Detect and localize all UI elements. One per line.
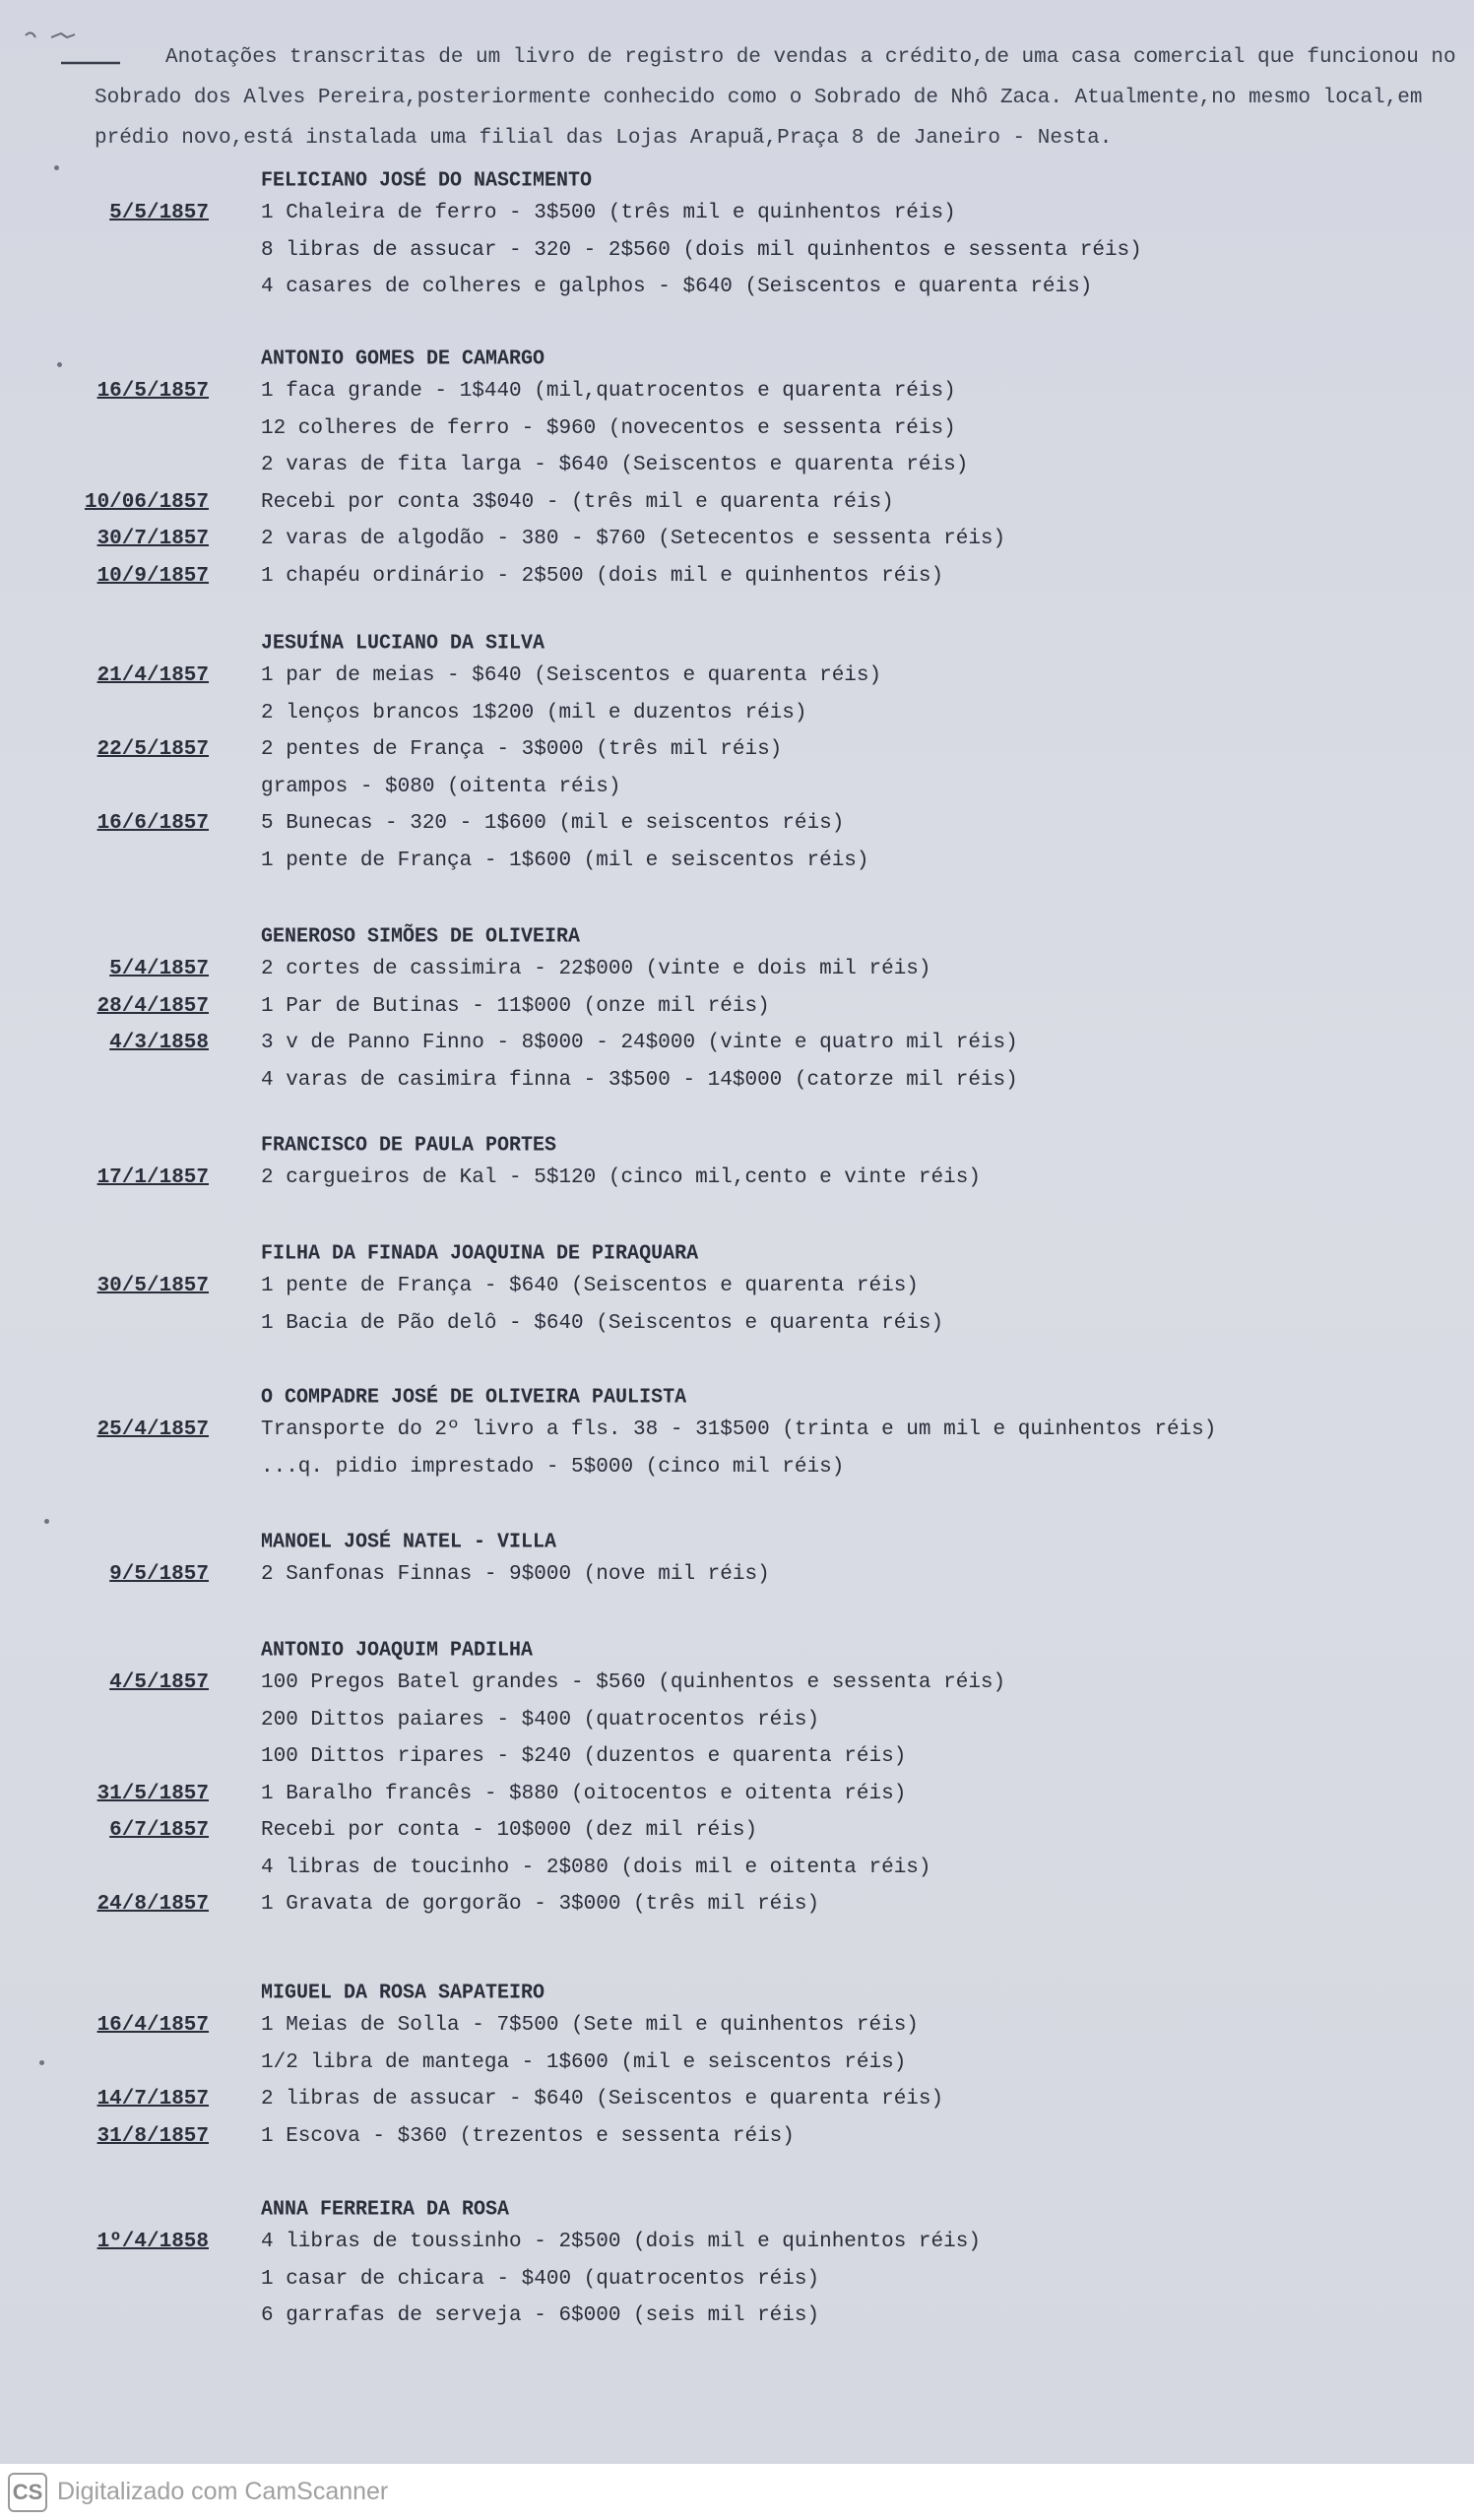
entry-item: 3 v de Panno Finno - 8$000 - 24$000 (vinte e quatro mil réis) bbox=[261, 1032, 1018, 1054]
entry-date: 31/8/1857 bbox=[96, 2124, 209, 2148]
entry-item: 4 libras de toucinho - 2$080 (dois mil e oitenta réis) bbox=[261, 1856, 931, 1879]
entry-item: 1 Meias de Solla - 7$500 (Sete mil e quinhentos réis) bbox=[261, 2014, 919, 2037]
entry-item: 5 Bunecas - 320 - 1$600 (mil e seiscentos réis) bbox=[261, 812, 845, 835]
entry-item: 1 Baralho francês - $880 (oitocentos e oitenta réis) bbox=[261, 1782, 907, 1805]
entry-item: 2 pentes de França - 3$000 (três mil réis) bbox=[261, 738, 783, 761]
camscanner-logo-icon: CS bbox=[8, 2473, 47, 2512]
entry-date: 24/8/1857 bbox=[96, 1893, 209, 1916]
scanner-watermark-text: Digitalizado com CamScanner bbox=[57, 2478, 389, 2505]
entry-item: Transporte do 2º livro a fls. 38 - 31$500 (trinta e um mil e quinhentos réis) bbox=[261, 1418, 1217, 1441]
customer-name: FRANCISCO DE PAULA PORTES bbox=[261, 1133, 557, 1158]
entry-item: 12 colheres de ferro - $960 (novecentos e sessenta réis) bbox=[261, 416, 956, 440]
entry-date: 10/9/1857 bbox=[96, 564, 209, 588]
entry-date: 31/5/1857 bbox=[96, 1782, 209, 1805]
entry-item: 6 garrafas de serveja - 6$000 (seis mil réis) bbox=[261, 2304, 820, 2327]
customer-name: FILHA DA FINADA JOAQUINA DE PIRAQUARA bbox=[261, 1241, 699, 1266]
entry-item: 2 libras de assucar - $640 (Seiscentos e quarenta réis) bbox=[261, 2088, 944, 2110]
entry-item: grampos - $080 (oitenta réis) bbox=[261, 775, 621, 798]
entry-item: 4 casares de colheres e galphos - $640 (Seiscentos e quarenta réis) bbox=[261, 276, 1093, 298]
entry-date: 21/4/1857 bbox=[96, 664, 209, 687]
entry-item: 100 Dittos ripares - $240 (duzentos e quarenta réis) bbox=[261, 1745, 907, 1768]
entry-date: 30/5/1857 bbox=[96, 1275, 209, 1297]
entry-date: 30/7/1857 bbox=[96, 528, 209, 550]
customer-name: ANNA FERREIRA DA ROSA bbox=[261, 2197, 510, 2222]
customer-name: MANOEL JOSÉ NATEL - VILLA bbox=[261, 1530, 557, 1554]
entry-date: 25/4/1857 bbox=[96, 1418, 209, 1441]
entry-item: 2 Sanfonas Finnas - 9$000 (nove mil réis) bbox=[261, 1563, 770, 1586]
entry-date: 1º/4/1858 bbox=[96, 2231, 209, 2253]
entry-item: 2 varas de fita larga - $640 (Seiscentos e quarenta réis) bbox=[261, 454, 969, 476]
entry-date: 4/5/1857 bbox=[109, 1671, 209, 1694]
entry-item: 4 libras de toussinho - 2$500 (dois mil e quinhentos réis) bbox=[261, 2231, 981, 2253]
entry-item: 2 cargueiros de Kal - 5$120 (cinco mil,cento e vinte réis) bbox=[261, 1166, 981, 1189]
entry-item: 2 varas de algodão - 380 - $760 (Setecentos e sessenta réis) bbox=[261, 528, 1006, 550]
customer-name: FELICIANO JOSÉ DO NASCIMENTO bbox=[261, 168, 593, 193]
entry-date: 16/4/1857 bbox=[96, 2014, 209, 2037]
entry-item: 2 cortes de cassimira - 22$000 (vinte e dois mil réis) bbox=[261, 958, 931, 980]
entry-date: 5/4/1857 bbox=[109, 958, 209, 980]
entry-date: 4/3/1858 bbox=[109, 1032, 209, 1054]
entry-date: 28/4/1857 bbox=[96, 994, 209, 1018]
customer-name: O COMPADRE JOSÉ DE OLIVEIRA PAULISTA bbox=[261, 1385, 687, 1410]
entry-item: 1 Gravata de gorgorão - 3$000 (três mil réis) bbox=[261, 1893, 820, 1916]
entry-date: 9/5/1857 bbox=[109, 1563, 209, 1586]
scanner-footer bbox=[0, 2464, 1474, 2520]
entry-item: 1/2 libra de mantega - 1$600 (mil e seiscentos réis) bbox=[261, 2050, 907, 2074]
entry-item: ...q. pidio imprestado - 5$000 (cinco mil réis) bbox=[261, 1455, 845, 1479]
entry-date: 5/5/1857 bbox=[109, 202, 209, 224]
intro-paragraph: Anotações transcritas de um livro de registro de vendas a crédito,de uma casa comercial que funcionou no Sobrado dos Alves Pereira,posteriormente conhecido como o Sobrado de Nhô Zaca. Atualmente,no mesmo local,em prédio novo,está instalada uma filial das Lojas Arapuã,Praça 8 de Janeiro - Nesta. bbox=[95, 46, 1456, 150]
entry-date: 16/5/1857 bbox=[96, 380, 209, 403]
entry-date: 22/5/1857 bbox=[96, 738, 209, 761]
entry-item: 1 Chaleira de ferro - 3$500 (três mil e quinhentos réis) bbox=[261, 202, 956, 224]
entry-item: 2 lenços brancos 1$200 (mil e duzentos réis) bbox=[261, 701, 807, 724]
entry-date: 16/6/1857 bbox=[96, 812, 209, 835]
entry-item: 100 Pregos Batel grandes - $560 (quinhentos e sessenta réis) bbox=[261, 1671, 1006, 1694]
entry-item: 8 libras de assucar - 320 - 2$560 (dois mil quinhentos e sessenta réis) bbox=[261, 238, 1142, 262]
entry-item: 1 casar de chicara - $400 (quatrocentos réis) bbox=[261, 2267, 820, 2291]
entry-item: 1 chapéu ordinário - 2$500 (dois mil e quinhentos réis) bbox=[261, 564, 944, 588]
customer-name: GENEROSO SIMÕES DE OLIVEIRA bbox=[261, 924, 581, 949]
entry-date: 17/1/1857 bbox=[96, 1166, 209, 1189]
entry-date: 10/06/1857 bbox=[84, 490, 209, 514]
customer-name: JESUÍNA LUCIANO DA SILVA bbox=[261, 631, 545, 656]
entry-item: Recebi por conta 3$040 - (três mil e quarenta réis) bbox=[261, 490, 894, 514]
entry-item: 1 Par de Butinas - 11$000 (onze mil réis) bbox=[261, 994, 770, 1018]
customer-name: ANTONIO JOAQUIM PADILHA bbox=[261, 1638, 534, 1663]
entry-item: 1 faca grande - 1$440 (mil,quatrocentos e quarenta réis) bbox=[261, 380, 956, 403]
entry-item: 1 pente de França - 1$600 (mil e seiscentos réis) bbox=[261, 849, 869, 872]
entry-item: 200 Dittos paiares - $400 (quatrocentos réis) bbox=[261, 1708, 820, 1732]
customer-name: MIGUEL DA ROSA SAPATEIRO bbox=[261, 1981, 545, 2005]
entry-item: 1 par de meias - $640 (Seiscentos e quarenta réis) bbox=[261, 664, 882, 687]
entry-item: Recebi por conta - 10$000 (dez mil réis) bbox=[261, 1819, 758, 1842]
entry-item: 1 Escova - $360 (trezentos e sessenta réis) bbox=[261, 2124, 795, 2148]
entry-item: 1 pente de França - $640 (Seiscentos e quarenta réis) bbox=[261, 1275, 919, 1297]
entry-date: 14/7/1857 bbox=[96, 2088, 209, 2110]
customer-name: ANTONIO GOMES DE CAMARGO bbox=[261, 346, 545, 371]
entry-date: 6/7/1857 bbox=[109, 1819, 209, 1842]
entry-item: 1 Bacia de Pão delô - $640 (Seiscentos e quarenta réis) bbox=[261, 1311, 944, 1335]
entry-item: 4 varas de casimira finna - 3$500 - 14$000 (catorze mil réis) bbox=[261, 1068, 1018, 1092]
